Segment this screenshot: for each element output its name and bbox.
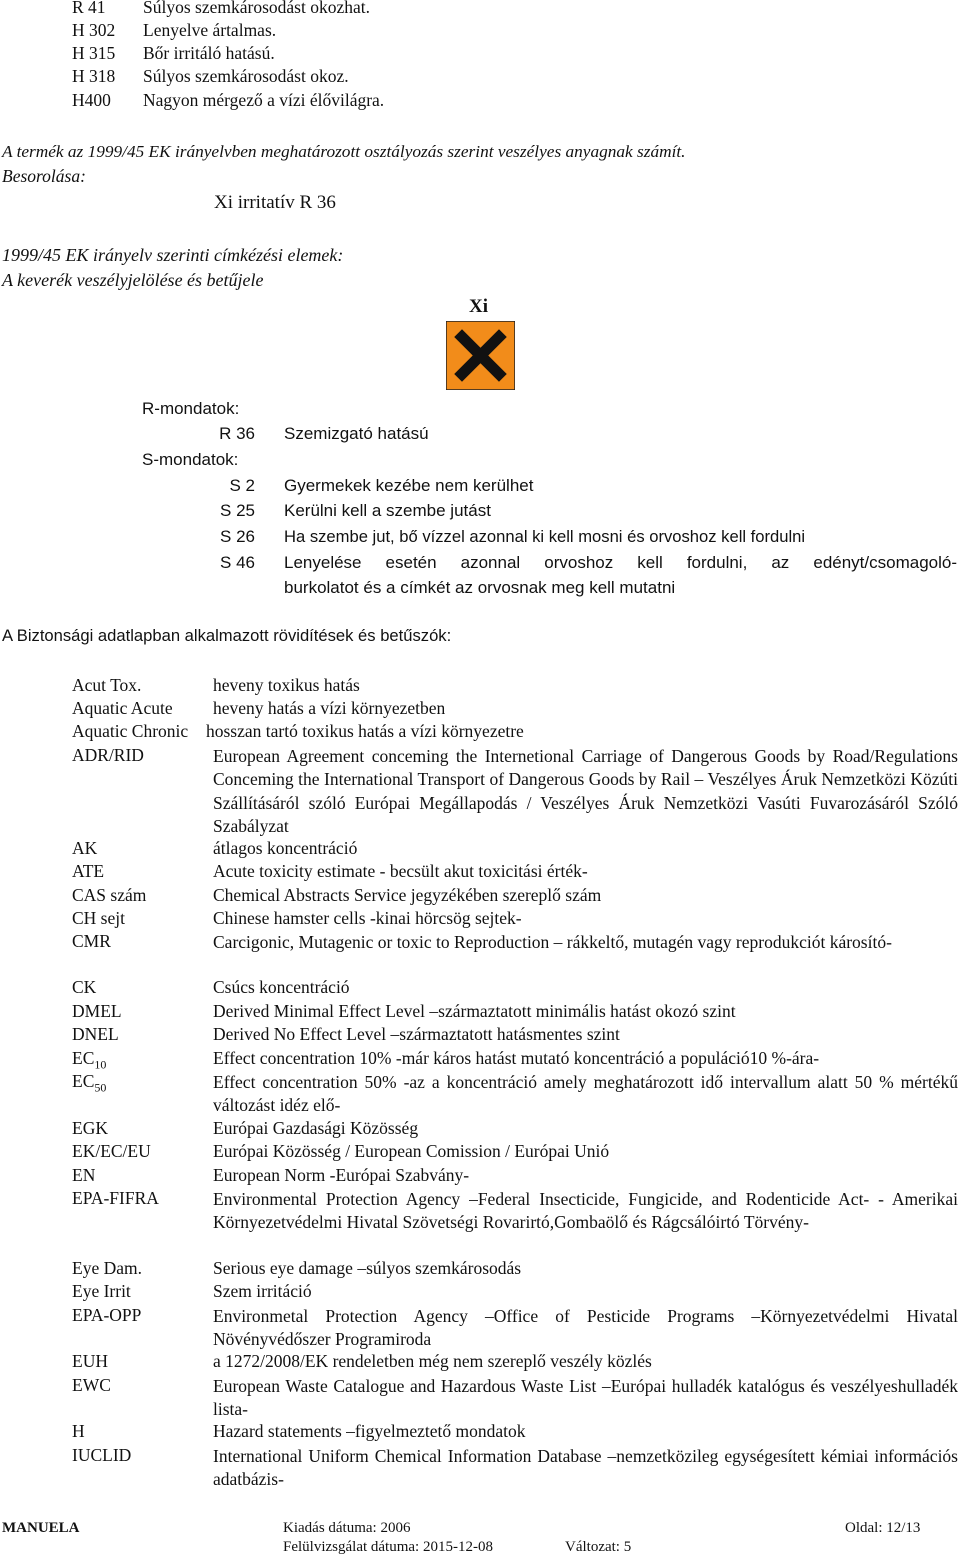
irritant-cross-icon: [446, 321, 515, 390]
abbreviation-definition: International Uniform Chemical Information Database –nemzetközileg egységesített kémiai információs adatbázis-: [213, 1446, 958, 1490]
abbreviation-definition: Effect concentration 10% -már káros hatást mutató koncentráció a populáció10 %-ára-: [213, 1048, 820, 1068]
r-phrase-code: R 36: [219, 424, 255, 443]
classification-label: Besorolása:: [2, 166, 86, 186]
abbreviation-term: CMR: [72, 931, 111, 951]
abbreviation-definition: Szem irritáció: [213, 1281, 312, 1301]
footer-product-name: MANUELA: [2, 1520, 80, 1536]
abbreviation-term: ADR/RID: [72, 745, 144, 765]
abbreviation-definition: Európai Közösség / European Comission / Európai Unió: [213, 1141, 610, 1161]
abbreviation-definition: Chemical Abstracts Service jegyzékében szereplő szám: [213, 885, 602, 905]
hazard-code: H 302: [72, 20, 116, 40]
hazard-text: Nagyon mérgező a vízi élővilágra.: [143, 90, 385, 110]
abbreviation-definition: European Norm -Európai Szabvány-: [213, 1165, 470, 1185]
abbreviation-term: EN: [72, 1165, 96, 1185]
abbreviation-definition: Európai Gazdasági Közösség: [213, 1118, 419, 1138]
abbreviation-term: Aquatic Chronic: [72, 721, 189, 741]
s-phrase-text: Ha szembe jut, bő vízzel azonnal ki kell mosni és orvoshoz kell fordulni: [284, 527, 806, 546]
abbreviation-definition: European Agreement conceming the Internetional Carriage of Dangerous Goods by Road/Regulations Conceming the International Transport of Dangerous Goods by Rail – Veszélyes Áruk Nemzetközi Közúti Szállításáról szóló Európai Megállapodás / Veszélyes Áruk Nemzetközi Vasúti Fuvarozásáról Szóló Szabályzat: [213, 746, 958, 836]
abbreviation-definition: Effect concentration 50% -az a koncentráció amely meghatározott idő intervallum alatt 50 % mértékű változást idéz elő-: [213, 1072, 958, 1116]
abbreviation-definition: Derived No Effect Level –származtatott hatásmentes szint: [213, 1024, 620, 1044]
abbreviation-term-base: EC: [72, 1071, 95, 1091]
abbreviation-definition: Hazard statements –figyelmeztető mondatok: [213, 1421, 526, 1441]
abbreviation-term-base: EC: [72, 1048, 95, 1068]
hazard-code: H400: [72, 90, 111, 110]
abbreviation-definition: Environmental Protection Agency –Federal Insecticide, Fungicide, and Rodenticide Act- - Amerikai Környezetvédelmi Hivatal Szövetségi Rovarirtó,Gombaölő és Rágcsálóirtó Törvény-: [213, 1189, 958, 1233]
abbreviation-term: EPA-FIFRA: [72, 1188, 159, 1208]
abbreviation-term-subscript: 50: [94, 1080, 107, 1095]
abbreviation-term: H: [72, 1421, 85, 1441]
footer-page-number: Oldal: 12/13: [845, 1520, 921, 1536]
abbreviation-term: EGK: [72, 1118, 108, 1138]
abbreviation-term: ATE: [72, 861, 105, 881]
abbreviation-term: EUH: [72, 1351, 108, 1371]
abbreviation-term: EK/EC/EU: [72, 1141, 151, 1161]
abbreviation-term: Acut Tox.: [72, 675, 142, 695]
abbreviation-term: CAS szám: [72, 885, 147, 905]
abbreviation-term: Aquatic Acute: [72, 698, 173, 718]
abbreviation-definition: Csúcs koncentráció: [213, 977, 350, 997]
s-phrase-text-continued: burkolatot és a címkét az orvosnak meg kell mutatni: [284, 578, 676, 597]
abbreviations-heading: A Biztonsági adatlapban alkalmazott rövidítések és betűszók:: [2, 626, 452, 645]
abbreviation-definition: Acute toxicity estimate - becsült akut toxicitási érték-: [213, 861, 588, 881]
hazard-code: H 318: [72, 66, 116, 86]
abbreviation-definition: European Waste Catalogue and Hazardous Waste List –Európai hulladék katalógus és veszélyeshulladék lista-: [213, 1376, 958, 1420]
abbreviation-term: EPA-OPP: [72, 1305, 142, 1325]
abbreviation-definition: heveny hatás a vízi környezetben: [213, 698, 446, 718]
abbreviation-definition: Derived Minimal Effect Level –származtatott minimális hatást okozó szint: [213, 1001, 736, 1021]
hazard-text: Bőr irritáló hatású.: [143, 43, 275, 63]
hazard-text: Súlyos szemkárosodást okozhat.: [143, 0, 370, 17]
s-phrase-text: Gyermekek kezébe nem kerülhet: [284, 476, 534, 495]
labelling-heading: 1999/45 EK irányelv szerinti címkézési elemek:: [2, 245, 344, 265]
footer-revision-date: Felülvizsgálat dátuma: 2015-12-08: [283, 1539, 493, 1555]
footer-issue-date: Kiadás dátuma: 2006: [283, 1520, 411, 1536]
hazard-text: Lenyelve ártalmas.: [143, 20, 277, 40]
hazard-text: Súlyos szemkárosodást okoz.: [143, 66, 349, 86]
hazard-code: H 315: [72, 43, 116, 63]
abbreviation-term: [72, 1048, 106, 1073]
s-phrase-code: S 2: [229, 476, 255, 495]
r-phrases-heading: R-mondatok:: [142, 399, 240, 418]
labelling-subheading: A keverék veszélyjelölése és betűjele: [2, 270, 264, 290]
footer-version: Változat: 5: [565, 1539, 632, 1555]
abbreviation-definition: Serious eye damage –súlyos szemkárosodás: [213, 1258, 522, 1278]
s-phrase-text: Kerülni kell a szembe jutást: [284, 501, 491, 520]
abbreviation-term: EWC: [72, 1375, 111, 1395]
abbreviation-term: DNEL: [72, 1024, 119, 1044]
s-phrase-code: S 25: [220, 501, 255, 520]
abbreviation-term: DMEL: [72, 1001, 122, 1021]
r-phrase-text: Szemizgató hatású: [284, 424, 429, 443]
abbreviation-term: [72, 1071, 106, 1096]
abbreviation-term: Eye Irrit: [72, 1281, 131, 1301]
abbreviation-term-subscript: 10: [94, 1057, 107, 1072]
abbreviation-definition: a 1272/2008/EK rendeletben még nem szereplő veszély közlés: [213, 1351, 652, 1371]
s-phrase-text: Lenyelése esetén azonnal orvoshoz kell fordulni, az edényt/csomagoló-: [284, 553, 957, 572]
hazard-code: R 41: [72, 0, 106, 17]
s-phrase-code: S 26: [220, 527, 255, 546]
abbreviation-definition: hosszan tartó toxikus hatás a vízi környezetre: [206, 721, 524, 741]
abbreviation-definition: Chinese hamster cells -kinai hörcsög sejtek-: [213, 908, 522, 928]
s-phrase-code: S 46: [220, 553, 255, 572]
abbreviation-definition: átlagos koncentráció: [213, 838, 358, 858]
abbreviation-term: CK: [72, 977, 97, 997]
abbreviation-definition: heveny toxikus hatás: [213, 675, 360, 695]
s-phrases-heading: S-mondatok:: [142, 450, 239, 469]
abbreviation-definition: Environmetal Protection Agency –Office of Pesticide Programs –Környezetvédelmi Hivatal Növényvédőszer Programiroda: [213, 1306, 958, 1350]
abbreviation-term: Eye Dam.: [72, 1258, 142, 1278]
abbreviation-term: IUCLID: [72, 1445, 132, 1465]
abbreviation-term: AK: [72, 838, 98, 858]
classification-statement: A termék az 1999/45 EK irányelvben meghatározott osztályozás szerint veszélyes anyagnak számít.: [2, 142, 686, 161]
abbreviation-term: CH sejt: [72, 908, 125, 928]
hazard-symbol-letter: Xi: [469, 296, 488, 317]
abbreviation-definition: Carcigonic, Mutagenic or toxic to Reproduction – rákkeltő, mutagén vagy reprodukciót károsító-: [213, 932, 892, 952]
classification-value: Xi irritatív R 36: [214, 192, 336, 213]
